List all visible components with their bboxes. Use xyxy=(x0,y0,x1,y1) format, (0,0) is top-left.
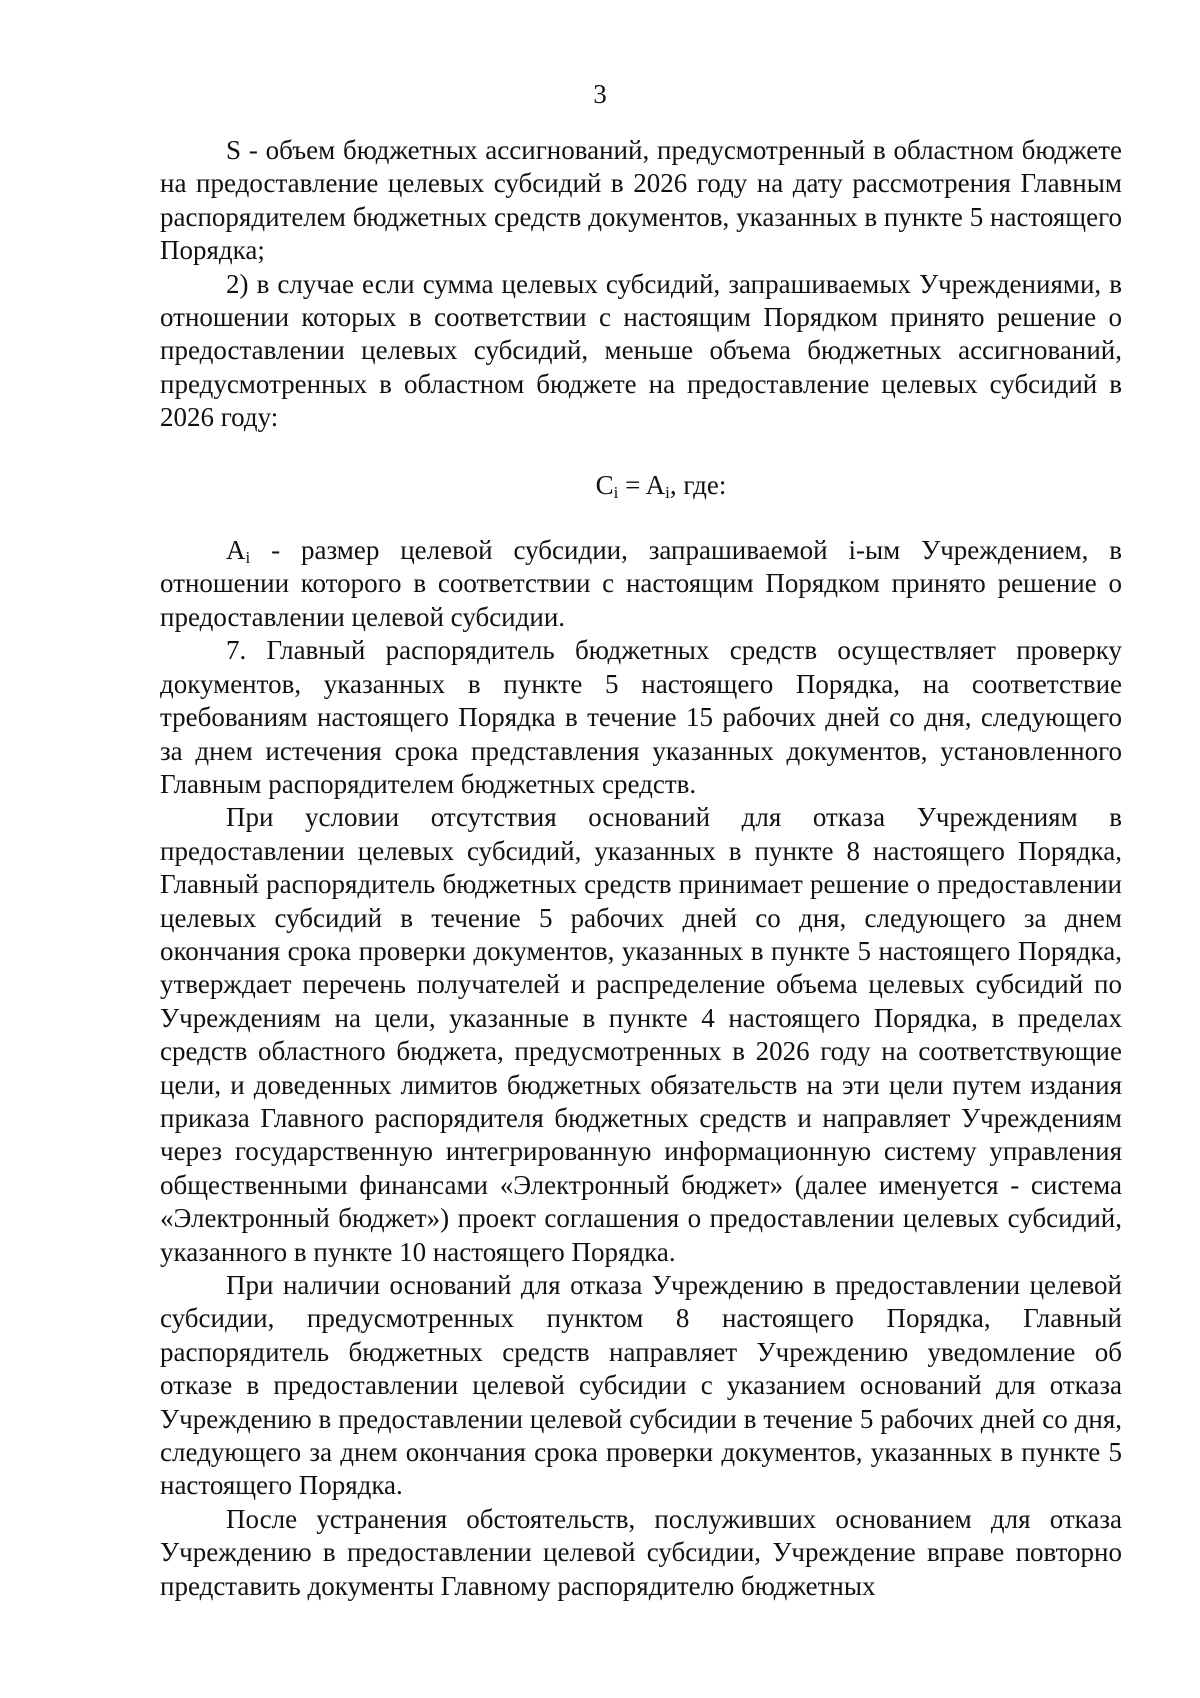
formula-tail: , где: xyxy=(669,469,727,500)
page-number: 3 xyxy=(593,79,607,109)
paragraph-ai-definition xyxy=(160,534,1122,634)
document-body xyxy=(160,134,1122,1603)
ai-symbol: A xyxy=(226,535,246,566)
formula-c: C xyxy=(595,469,614,500)
paragraph-no-grounds: При условии отсутствия оснований для отказа Учреждениям в предоставлении целевых субсидий, указанных в пункте 8 настоящего Порядка, Главный распорядитель бюджетных средств принимает решение о предоставлении целевых субсидий в течение 5 рабочих дней со дня, следующего за днем окончания срока проверки документов, указанных в пункте 5 настоящего Порядка, утверждает перечень получателей и распределение объема целевых субсидий по Учреждениям на цели, указанные в пункте 4 настоящего Порядка, в пределах средств областного бюджета, предусмотренных в 2026 году на соответствующие цели, и доведенных лимитов бюджетных обязательств на эти цели путем издания приказа Главного распорядителя бюджетных средств и направляет Учреждениям через государственную интегрированную информационную систему управления общественными финансами «Электронный бюджет» (далее именуется - система «Электронный бюджет») проект соглашения о предоставлении целевых субсидий, указанного в пункте 10 настоящего Порядка. xyxy=(160,802,1122,1267)
formula-equals: = xyxy=(618,469,646,500)
ai-definition-text: - размер целевой субсидии, запрашиваемой i-ым Учреждением, в отношении которого в соответствии с настоящим Порядком принято решение о предоставлении целевой субсидии. xyxy=(160,535,1122,632)
formula xyxy=(160,469,1122,502)
paragraph-item-2: 2) в случае если сумма целевых субсидий, запрашиваемых Учреждениями, в отношении которых в соответствии с настоящим Порядком принято решение о предоставлении целевых субсидий, меньше объема бюджетных ассигнований, предусмотренных в областном бюджете на предоставление целевых субсидий в 2026 году: xyxy=(160,268,1122,433)
paragraph-after-elimination: После устранения обстоятельств, послуживших основанием для отказа Учреждению в предоставлении целевой субсидии, Учреждение вправе повторно представить документы Главному распорядителю бюджетных xyxy=(160,1503,1122,1601)
formula-c-subscript: i xyxy=(613,482,619,502)
paragraph-s-definition: S - объем бюджетных ассигнований, предусмотренный в областном бюджете на предоставление целевых субсидий в 2026 году на дату рассмотрения Главным распорядителем бюджетных средств документов, указанных в пункте 5 настоящего Порядка; xyxy=(160,135,1122,266)
paragraph-grounds-for-refusal: При наличии оснований для отказа Учреждению в предоставлении целевой субсидии, предусмотренных пунктом 8 настоящего Порядка, Главный распорядитель бюджетных средств направляет Учреждению уведомление об отказе в предоставлении целевой субсидии с указанием оснований для отказа Учреждению в предоставлении целевой субсидии в течение 5 рабочих дней со дня, следующего за днем окончания срока проверки документов, указанных в пункте 5 настоящего Порядка. xyxy=(160,1270,1122,1501)
formula-a-subscript: i xyxy=(665,482,670,502)
ai-subscript: i xyxy=(245,548,251,568)
paragraph-7: 7. Главный распорядитель бюджетных средств осуществляет проверку документов, указанных в пункте 5 настоящего Порядка, на соответствие требованиям настоящего Порядка в течение 15 рабочих дней со дня, следующего за днем истечения срока представления указанных документов, установленного Главным распорядителем бюджетных средств. xyxy=(160,635,1122,799)
formula-a: A xyxy=(645,469,666,500)
